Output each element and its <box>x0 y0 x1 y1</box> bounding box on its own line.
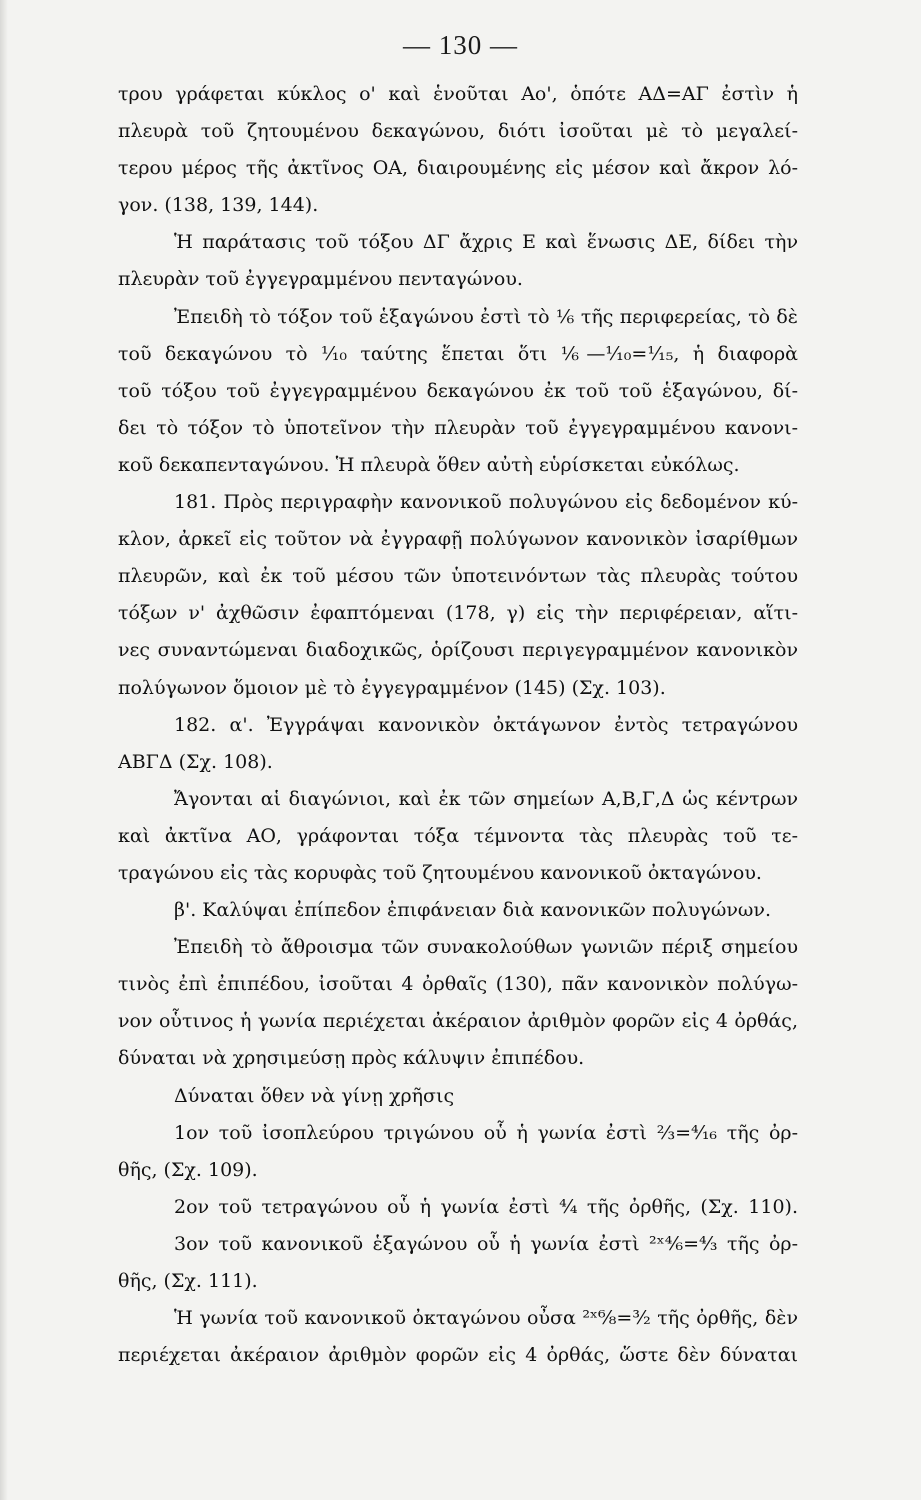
text-line: γον. (138, 139, 144). <box>118 194 319 217</box>
text-line: κλον, ἀρκεῖ εἰς τοῦτον νὰ ἐγγραφῇ πολύγωνον κανονικὸν ἰσαρίθμων <box>118 528 798 551</box>
text-line: τρου γράφεται κύκλος ο' καὶ ἑνοῦται Αο', ὁπότε ΑΔ=ΑΓ ἐστὶν ἡ <box>118 83 798 105</box>
text-line: νες συναντώμεναι διαδοχικῶς, ὁρίζουσι περιγεγραμμένον κανονικὸν <box>118 639 798 662</box>
text-line: τόξων ν' ἀχθῶσιν ἐφαπτόμεναι (178, γ) εἰς τὴν περιφέρειαν, αἵτι- <box>118 602 798 625</box>
text-line: Ἐπειδὴ τὸ ἄθροισμα τῶν συνακολούθων γωνιῶν πέριξ σημείου <box>174 936 798 959</box>
text-line: 2ον τοῦ τετραγώνου οὗ ἡ γωνία ἐστὶ ⁴⁄₄ τῆς ὀρθῆς, (Σχ. 110). <box>174 1195 798 1218</box>
text-line: νον οὗτινος ἡ γωνία περιέχεται ἀκέραιον ἀριθμὸν φορῶν εἰς 4 ὀρθάς, <box>118 1010 798 1033</box>
body-text <box>118 76 798 1374</box>
text-line: δει τὸ τόξον τὸ ὑποτεῖνον τὴν πλευρὰν τοῦ ἐγγεγραμμένου κανονι- <box>118 416 798 439</box>
text-line: Ἄγονται αἱ διαγώνιοι, καὶ ἐκ τῶν σημείων Α,Β,Γ,Δ ὡς κέντρων <box>174 787 798 810</box>
text-line: τραγώνου εἰς τὰς κορυφὰς τοῦ ζητουμένου κανονικοῦ ὀκταγώνου. <box>118 861 762 884</box>
text-line: β'. Καλύψαι ἐπίπεδον ἐπιφάνειαν διὰ κανονικῶν πολυγώνων. <box>174 899 771 922</box>
text-line: θῆς, (Σχ. 109). <box>118 1158 258 1181</box>
text-line: ΑΒΓΔ (Σχ. 108). <box>118 750 273 773</box>
page-number: — 130 — <box>403 30 518 60</box>
text-line: πλευρὰ τοῦ ζητουμένου δεκαγώνου, διότι ἰσοῦται μὲ τὸ μεγαλεί- <box>118 120 798 143</box>
text-line: δύναται νὰ χρησιμεύσῃ πρὸς κάλυψιν ἐπιπέδου. <box>118 1047 585 1070</box>
text-line: τερου μέρος τῆς ἀκτῖνος ΟΑ, διαιρουμένης εἰς μέσον καὶ ἄκρον λό- <box>118 157 798 180</box>
text-line: πολύγωνον ὅμοιον μὲ τὸ ἐγγεγραμμένον (145) (Σχ. 103). <box>118 676 666 699</box>
text-line: τοῦ δεκαγώνου τὸ ¹⁄₁₀ ταύτης ἕπεται ὅτι ⅙—¹⁄₁₀=¹⁄₁₅, ἡ διαφορὰ <box>118 342 798 365</box>
text-line: τοῦ τόξου τοῦ ἐγγεγραμμένου δεκαγώνου ἐκ τοῦ τοῦ ἑξαγώνου, δί- <box>118 379 798 402</box>
text-line: Ἐπειδὴ τὸ τόξον τοῦ ἑξαγώνου ἐστὶ τὸ ⅙ τῆς περιφερείας, τὸ δὲ <box>174 305 798 328</box>
text-line: 3ον τοῦ κανονικοῦ ἑξαγώνου οὗ ἡ γωνία ἐστὶ ²ˣ⁴⁄₆=⁴⁄₃ τῆς ὀρ- <box>174 1232 798 1255</box>
text-line: θῆς, (Σχ. 111). <box>118 1270 258 1292</box>
text-line: τινὸς ἐπὶ ἐπιπέδου, ἰσοῦται 4 ὀρθαῖς (130), πᾶν κανονικὸν πολύγω- <box>118 973 798 996</box>
text-line: Ἡ γωνία τοῦ κανονικοῦ ὀκταγώνου οὖσα ²ˣ⁶⁄₈=³⁄₂ τῆς ὀρθῆς, δὲν <box>174 1307 798 1330</box>
text-line: πλευρῶν, καὶ ἐκ τοῦ μέσου τῶν ὑποτεινόντων τὰς πλευρὰς τούτου <box>118 565 798 588</box>
text-line: καὶ ἀκτῖνα ΑΟ, γράφονται τόξα τέμνοντα τὰς πλευρὰς τοῦ τε- <box>118 824 798 847</box>
page-edge-shadow <box>0 0 8 1500</box>
text-line: 182. α'. Ἐγγράψαι κανονικὸν ὀκτάγωνον ἐντὸς τετραγώνου <box>174 713 798 736</box>
text-line: 181. Πρὸς περιγραφὴν κανονικοῦ πολυγώνου εἰς δεδομένον κύ- <box>174 491 798 514</box>
text-line: πλευρὰν τοῦ ἐγγεγραμμένου πενταγώνου. <box>118 268 523 291</box>
text-line: κοῦ δεκαπενταγώνου. Ἡ πλευρὰ ὅθεν αὐτὴ εὑρίσκεται εὐκόλως. <box>118 453 740 476</box>
text-line: 1ον τοῦ ἰσοπλεύρου τριγώνου οὗ ἡ γωνία ἐστὶ ⅔=⁴⁄₁₆ τῆς ὀρ- <box>174 1121 798 1144</box>
text-line: περιέχεται ἀκέραιον ἀριθμὸν φορῶν εἰς 4 ὀρθάς, ὥστε δὲν δύναται <box>118 1344 798 1367</box>
text-line: Δύναται ὅθεν νὰ γίνῃ χρῆσις <box>174 1084 455 1107</box>
text-line: Ἡ παράτασις τοῦ τόξου ΔΓ ἄχρις Ε καὶ ἕνωσις ΔΕ, δίδει τὴν <box>174 231 798 254</box>
